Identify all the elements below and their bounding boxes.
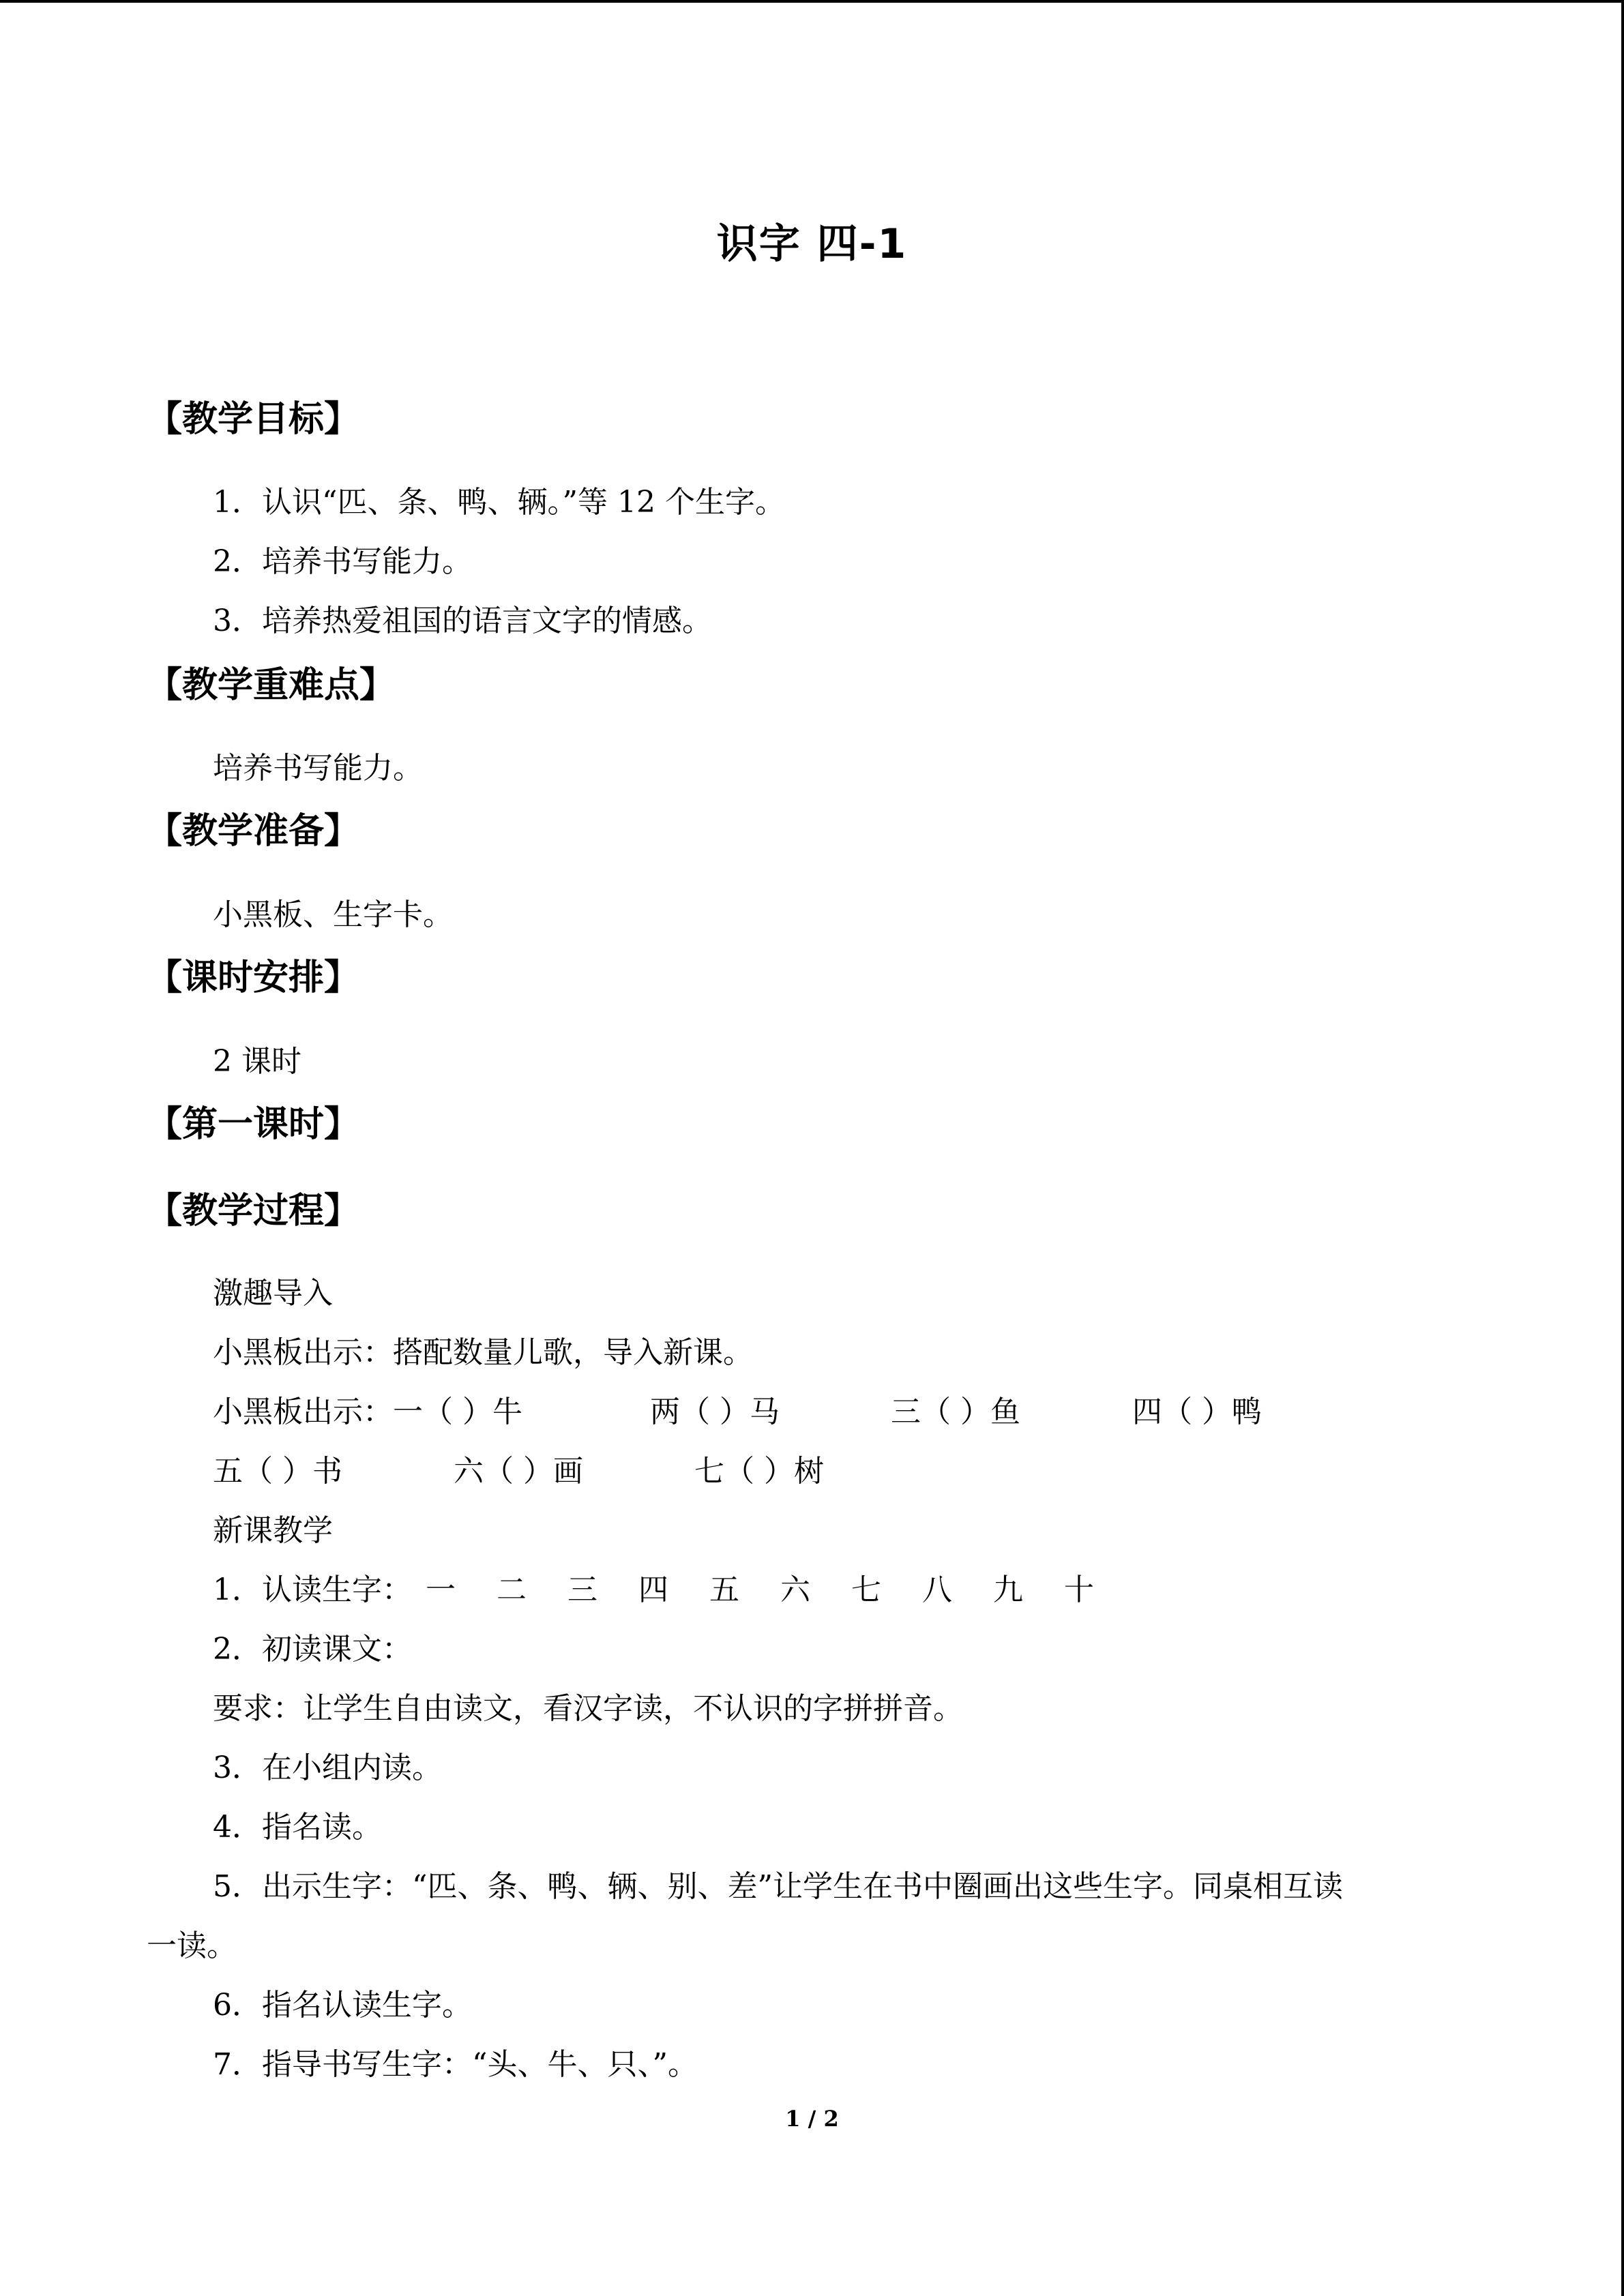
intro-label: 激趣导入: [213, 1276, 333, 1311]
preparation-text: 小黑板、生字卡。: [213, 897, 453, 932]
process-heading: 【教学过程】: [147, 1191, 360, 1232]
schedule-text: 2 课时: [213, 1044, 301, 1079]
page-border-right: [1621, 0, 1624, 2296]
char-item: 三: [567, 1572, 597, 1607]
step-6: 6．指名认读生字。: [213, 1988, 472, 2023]
board-item: 五（ ）书: [213, 1454, 342, 1489]
char-item: 十: [1064, 1572, 1094, 1607]
step-2: 2．初读课文：: [213, 1632, 412, 1667]
char-item: 二: [497, 1572, 527, 1607]
page-indicator: 1 / 2: [785, 2106, 839, 2132]
step-5-line-1: 5．出示生字：“匹、条、鸭、辆、别、差”让学生在书中圈画出这些生字。同桌相互读: [213, 1869, 1343, 1904]
char-item: 五: [709, 1572, 739, 1607]
new-lesson-label: 新课教学: [213, 1513, 333, 1548]
board-item: 小黑板出示：一（ ）牛: [213, 1395, 522, 1429]
difficulty-text: 培养书写能力。: [213, 751, 423, 786]
board-item: 七（ ）树: [694, 1454, 824, 1489]
schedule-heading: 【课时安排】: [147, 957, 360, 998]
board-item: 两（ ）马: [650, 1395, 780, 1429]
char-item: 四: [638, 1572, 668, 1607]
first-lesson-heading: 【第一课时】: [147, 1104, 360, 1145]
requirement-text: 要求：让学生自由读文，看汉字读，不认识的字拼拼音。: [213, 1691, 963, 1726]
step-5-line-2: 一读。: [147, 1928, 237, 1963]
char-item: 七: [851, 1572, 881, 1607]
objectives-heading: 【教学目标】: [147, 399, 360, 440]
step-1-label: 1．认读生字：: [213, 1572, 412, 1607]
preparation-heading: 【教学准备】: [147, 811, 360, 852]
char-item: 一: [426, 1572, 456, 1607]
intro-line: 小黑板出示：搭配数量儿歌，导入新课。: [213, 1335, 753, 1370]
char-item: 九: [993, 1572, 1023, 1607]
difficulty-heading: 【教学重难点】: [147, 665, 396, 706]
page-border-top: [0, 0, 1624, 3]
page-title: 识字 四-1: [716, 220, 908, 268]
char-item: 八: [922, 1572, 952, 1607]
step-3: 3．在小组内读。: [213, 1750, 442, 1785]
step-7: 7．指导书写生字：“头、牛、只、”。: [213, 2047, 698, 2082]
char-item: 六: [780, 1572, 810, 1607]
board-item: 三（ ）鱼: [891, 1395, 1020, 1429]
board-item: 四（ ）鸭: [1132, 1395, 1262, 1429]
objective-item-3: 3．培养热爱祖国的语言文字的情感。: [213, 603, 712, 638]
objective-item-2: 2．培养书写能力。: [213, 544, 472, 579]
step-4: 4．指名读。: [213, 1810, 382, 1845]
board-item: 六（ ）画: [454, 1454, 583, 1489]
objective-item-1: 1．认识“匹、条、鸭、辆。”等 12 个生字。: [213, 485, 785, 520]
